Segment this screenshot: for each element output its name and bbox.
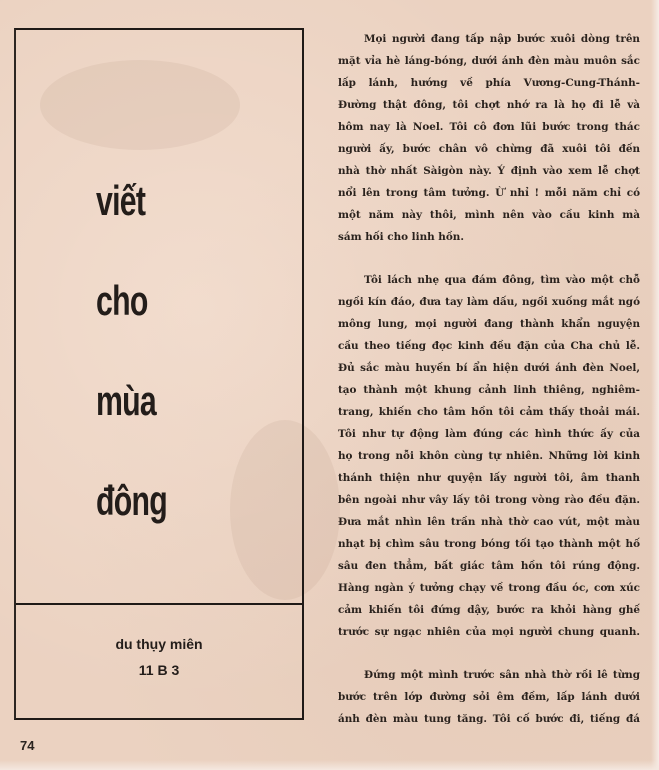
text-line: trang, khiến cho tâm hồn tôi cảm thấy thoải mái. [338, 406, 640, 418]
title-word-dong: đông [96, 477, 168, 524]
title-word-viet: viết [96, 177, 146, 224]
story-body [338, 28, 640, 730]
text-line: tạo thành một khung cảnh linh thiêng, nghiêm- [338, 384, 640, 396]
text-line: trước sự ngạc nhiên của mọi người chung quanh. [338, 626, 640, 638]
paragraph-1 [338, 28, 640, 248]
text-line: bước trên lớp đường sỏi êm đềm, lấp lánh dưới [338, 691, 640, 703]
text-line: cầu theo tiếng đọc kinh đều đặn của Cha chủ lễ. [338, 340, 640, 352]
page-edge-right [651, 0, 659, 770]
text-line: mông lung, mọi người đang thành khẩn nguyện [338, 318, 640, 330]
paragraph-3 [338, 664, 640, 730]
text-line: Đủ sắc màu huyền bí ẩn hiện dưới ánh đèn Noel, [338, 362, 640, 374]
text-line: sám hối cho linh hồn. [338, 231, 464, 243]
author-class: 11 B 3 [138, 662, 180, 678]
paragraph-2 [338, 269, 640, 643]
paragraph-spacer [338, 248, 640, 269]
author-name: du thụy miên [115, 636, 203, 652]
text-line: ánh đèn màu tung tăng. Tôi cố bước đi, tiếng đá [338, 713, 640, 725]
text-line: họ trong nỗi khôn cùng tự nhiên. Những lời kinh [338, 450, 640, 462]
title-frame [14, 28, 304, 720]
text-line: Hàng ngàn ý tưởng chạy về trong đầu óc, cơn xúc [338, 582, 640, 594]
text-line: một năm này thôi, mình nên vào cầu kinh mà [338, 209, 640, 221]
text-line: Tôi như tự động làm đúng các hình thức ấy của [338, 428, 640, 440]
title-box-divider [16, 603, 302, 605]
text-line: thánh thiện như quyện lấy người tôi, âm thanh [338, 472, 640, 484]
page-number: 74 [20, 738, 35, 753]
text-line: Mọi người đang tấp nập bước xuôi dòng trên [364, 33, 640, 45]
text-line: nổi lên trong tâm tưởng. Ừ nhỉ ! mỗi năm chỉ có [338, 187, 640, 199]
page-edge-bottom [0, 760, 659, 770]
text-line: lấp lánh, hướng về phía Vương-Cung-Thánh- [338, 77, 640, 89]
text-line: mặt vỉa hè láng-bóng, dưới ánh đèn màu muôn sắc [338, 55, 640, 67]
text-line: hôm nay là Noel. Tôi cô đơn lũi bước trong thác [338, 121, 640, 133]
text-line: Tôi lách nhẹ qua đám đông, tìm vào một chỗ [364, 274, 640, 286]
text-line: nhạt bị chìm sâu trong bóng tối tạo thành một hố [338, 538, 640, 550]
text-line: người ấy, bước chân vô chừng đã xuôi tôi đến [338, 143, 640, 155]
text-line: Đưa mắt nhìn lên trần nhà thờ cao vút, một màu [338, 516, 640, 528]
text-line: cảm khiến tôi đứng dậy, bước ra khỏi hàng ghế [338, 604, 640, 616]
title-word-cho: cho [96, 277, 148, 324]
text-line: Đứng một mình trước sân nhà thờ rồi lê từng [364, 669, 640, 681]
title-word-mua: mùa [96, 377, 157, 424]
text-line: bên ngoài như vây lấy tôi trong vòng rào đều đặn. [338, 494, 640, 506]
text-line: Đường thật đông, tôi chợt nhớ ra là họ đi lễ và [338, 99, 640, 111]
text-line: sâu đen thẳm, bất giác tâm hồn tôi rúng động. [338, 560, 640, 572]
text-line: nhà thờ nhất Sàigòn này. Ý định vào xem lễ chợt [338, 165, 640, 177]
text-line: ngồi kín đáo, đưa tay làm dấu, ngồi xuống mắt ngó [338, 296, 640, 308]
paragraph-spacer [338, 643, 640, 664]
